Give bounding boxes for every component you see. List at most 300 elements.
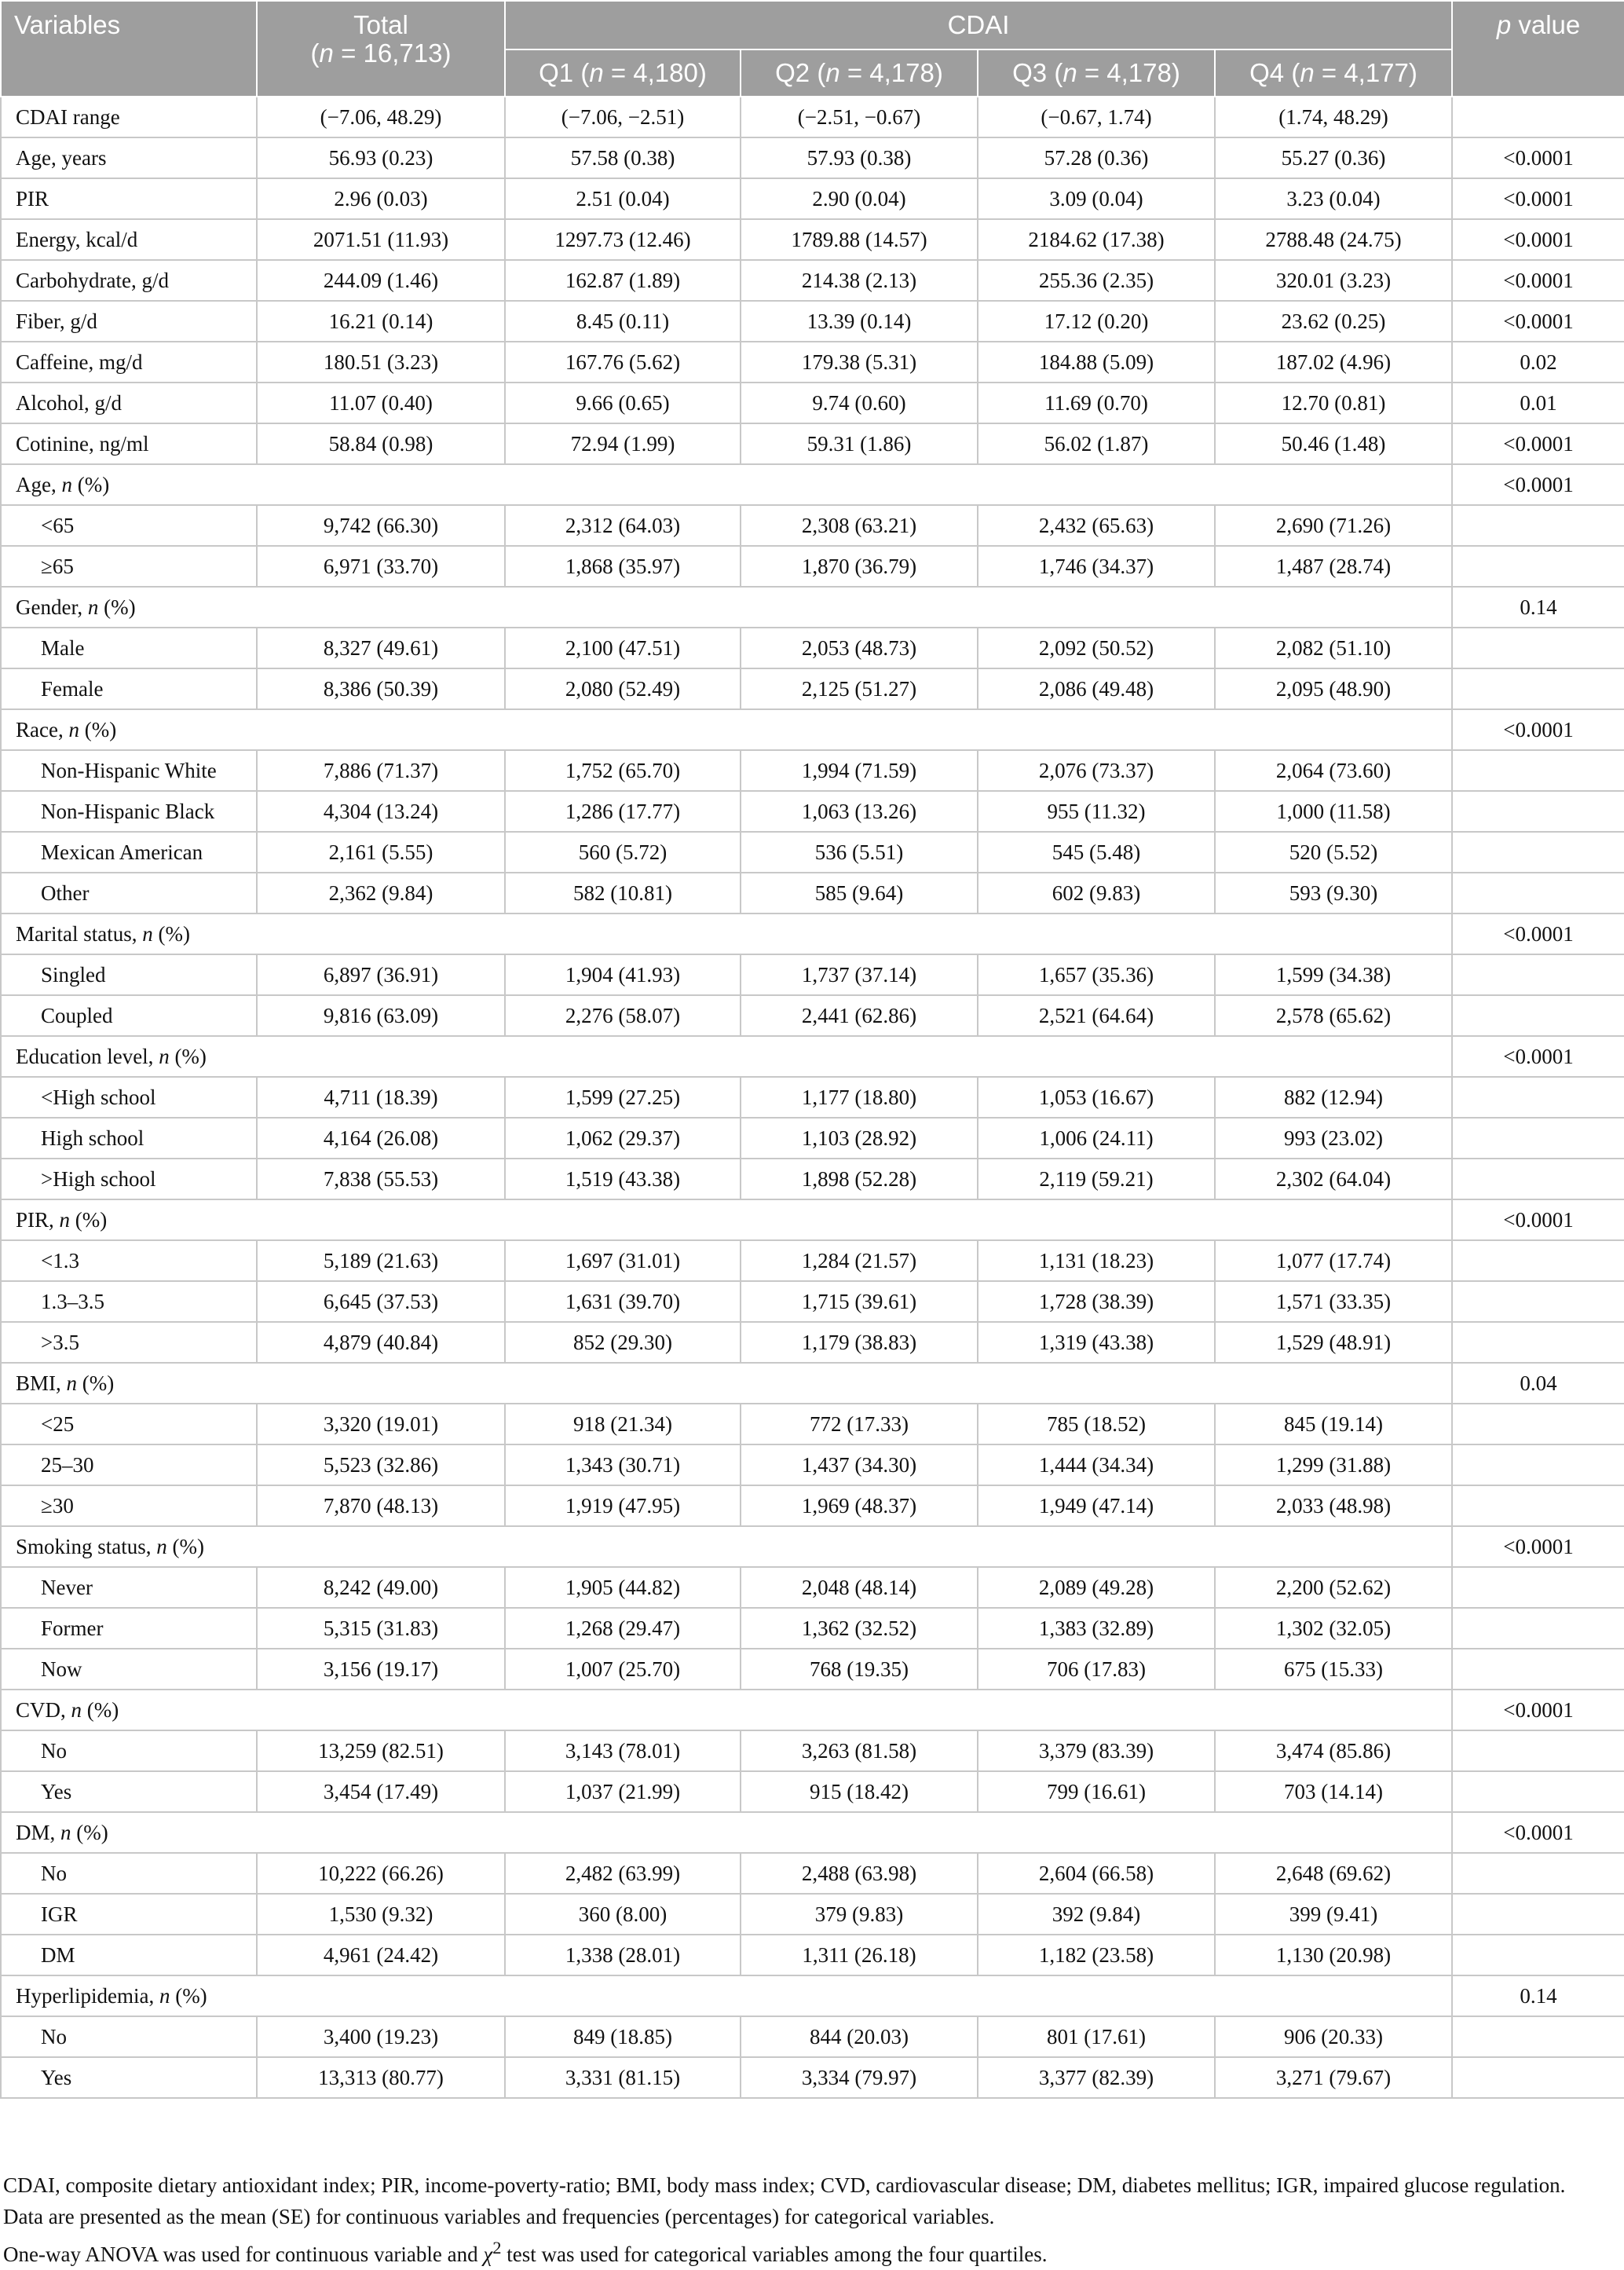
q1-cell: 1,599 (27.25) xyxy=(505,1077,741,1118)
header-p-italic: p xyxy=(1496,10,1512,39)
table-row xyxy=(1,1485,1624,1526)
group-label-text: PIR, xyxy=(16,1207,60,1232)
q3-cell: 2,432 (65.63) xyxy=(978,505,1215,546)
table-row xyxy=(1,1281,1624,1322)
q2-cell: 1,737 (37.14) xyxy=(741,954,978,995)
header-q-n: n xyxy=(825,58,840,87)
q3-cell: 955 (11.32) xyxy=(978,791,1215,832)
q1-cell: 72.94 (1.99) xyxy=(505,423,741,464)
q1-cell: 57.58 (0.38) xyxy=(505,137,741,178)
q4-cell: 2,064 (73.60) xyxy=(1215,750,1452,791)
table-row xyxy=(1,2057,1624,2098)
p-value-cell xyxy=(1452,1322,1624,1363)
q2-cell: 2,488 (63.98) xyxy=(741,1853,978,1894)
q3-cell: 17.12 (0.20) xyxy=(978,301,1215,342)
row-label: Never xyxy=(1,1567,257,1608)
q3-cell: 1,383 (32.89) xyxy=(978,1608,1215,1649)
total-cell: 2,362 (9.84) xyxy=(257,873,505,913)
total-cell: 16.21 (0.14) xyxy=(257,301,505,342)
q1-cell: 1,343 (30.71) xyxy=(505,1444,741,1485)
table-row xyxy=(1,1404,1624,1444)
total-cell: 8,386 (50.39) xyxy=(257,668,505,709)
total-cell: 2071.51 (11.93) xyxy=(257,219,505,260)
q4-cell: 23.62 (0.25) xyxy=(1215,301,1452,342)
header-q-value: = 4,177) xyxy=(1314,58,1417,87)
group-label xyxy=(1,709,1452,750)
q1-cell: 1297.73 (12.46) xyxy=(505,219,741,260)
row-label: Cotinine, ng/ml xyxy=(1,423,257,464)
header-q-value: = 4,180) xyxy=(603,58,707,87)
table-row xyxy=(1,791,1624,832)
total-cell: 8,327 (49.61) xyxy=(257,628,505,668)
group-row xyxy=(1,709,1624,750)
p-value-cell: <0.0001 xyxy=(1452,709,1624,750)
q2-cell: 59.31 (1.86) xyxy=(741,423,978,464)
q1-cell: 360 (8.00) xyxy=(505,1894,741,1935)
q3-cell: 57.28 (0.36) xyxy=(978,137,1215,178)
q3-cell: 706 (17.83) xyxy=(978,1649,1215,1690)
row-label: Non-Hispanic Black xyxy=(1,791,257,832)
group-row xyxy=(1,1526,1624,1567)
p-value-cell: <0.0001 xyxy=(1452,1036,1624,1077)
p-value-cell xyxy=(1452,1077,1624,1118)
q2-cell: 9.74 (0.60) xyxy=(741,383,978,423)
q4-cell: 2,648 (69.62) xyxy=(1215,1853,1452,1894)
table-row xyxy=(1,1567,1624,1608)
row-label: Age, years xyxy=(1,137,257,178)
total-cell: 3,156 (19.17) xyxy=(257,1649,505,1690)
q4-cell: 1,571 (33.35) xyxy=(1215,1281,1452,1322)
q4-cell: 2,302 (64.04) xyxy=(1215,1159,1452,1199)
table-row xyxy=(1,1894,1624,1935)
q2-cell: 2,441 (62.86) xyxy=(741,995,978,1036)
q4-cell: 320.01 (3.23) xyxy=(1215,260,1452,301)
q4-cell: 2788.48 (24.75) xyxy=(1215,219,1452,260)
total-cell: 7,838 (55.53) xyxy=(257,1159,505,1199)
group-label xyxy=(1,1199,1452,1240)
header-total-n-italic: n xyxy=(319,38,334,68)
p-value-cell xyxy=(1452,505,1624,546)
q2-cell: 844 (20.03) xyxy=(741,2016,978,2057)
table-row xyxy=(1,1730,1624,1771)
q1-cell: 852 (29.30) xyxy=(505,1322,741,1363)
group-label-text: Gender, xyxy=(16,595,88,619)
row-label: No xyxy=(1,2016,257,2057)
row-label: Mexican American xyxy=(1,832,257,873)
footnote-presentation: Data are presented as the mean (SE) for continuous variables and frequencies (percentages) for categorical variables. xyxy=(3,2205,995,2228)
row-label: <1.3 xyxy=(1,1240,257,1281)
q1-cell: 3,331 (81.15) xyxy=(505,2057,741,2098)
row-label: Caffeine, mg/d xyxy=(1,342,257,383)
table-row xyxy=(1,219,1624,260)
q4-cell: 1,599 (34.38) xyxy=(1215,954,1452,995)
group-row xyxy=(1,1812,1624,1853)
group-label-n: n xyxy=(87,595,99,619)
table-row xyxy=(1,995,1624,1036)
p-value-cell xyxy=(1452,546,1624,587)
q3-cell: 2,086 (49.48) xyxy=(978,668,1215,709)
header-cdai: CDAI xyxy=(505,1,1452,49)
row-label: Coupled xyxy=(1,995,257,1036)
q3-cell: (−0.67, 1.74) xyxy=(978,97,1215,137)
group-label xyxy=(1,1036,1452,1077)
q3-cell: 1,746 (34.37) xyxy=(978,546,1215,587)
table-row xyxy=(1,505,1624,546)
q2-cell: 1,898 (52.28) xyxy=(741,1159,978,1199)
table-row xyxy=(1,1159,1624,1199)
q1-cell: 162.87 (1.89) xyxy=(505,260,741,301)
q2-cell: 1,870 (36.79) xyxy=(741,546,978,587)
q3-cell: 255.36 (2.35) xyxy=(978,260,1215,301)
table-row xyxy=(1,2016,1624,2057)
header-total-n-value: = 16,713) xyxy=(333,38,452,68)
q1-cell: 1,752 (65.70) xyxy=(505,750,741,791)
q4-cell: 187.02 (4.96) xyxy=(1215,342,1452,383)
table-row xyxy=(1,178,1624,219)
q3-cell: 1,657 (35.36) xyxy=(978,954,1215,995)
p-value-cell: 0.02 xyxy=(1452,342,1624,383)
p-value-cell xyxy=(1452,97,1624,137)
q2-cell: 1,969 (48.37) xyxy=(741,1485,978,1526)
row-label: Non-Hispanic White xyxy=(1,750,257,791)
q1-cell: 1,286 (17.77) xyxy=(505,791,741,832)
q4-cell: 593 (9.30) xyxy=(1215,873,1452,913)
q3-cell: 392 (9.84) xyxy=(978,1894,1215,1935)
group-label-n: n xyxy=(68,717,79,741)
total-cell: (−7.06, 48.29) xyxy=(257,97,505,137)
q2-cell: 3,263 (81.58) xyxy=(741,1730,978,1771)
q1-cell: (−7.06, −2.51) xyxy=(505,97,741,137)
row-label: 1.3–3.5 xyxy=(1,1281,257,1322)
group-label-suffix: (%) xyxy=(71,1820,108,1844)
group-label-suffix: (%) xyxy=(71,472,110,496)
row-label: CDAI range xyxy=(1,97,257,137)
table-header xyxy=(1,1,1624,97)
total-cell: 2,161 (5.55) xyxy=(257,832,505,873)
row-label: Now xyxy=(1,1649,257,1690)
q1-cell: 1,697 (31.01) xyxy=(505,1240,741,1281)
p-value-cell xyxy=(1452,1608,1624,1649)
header-q-n: n xyxy=(1300,58,1315,87)
q4-cell: 993 (23.02) xyxy=(1215,1118,1452,1159)
q4-cell: 1,302 (32.05) xyxy=(1215,1608,1452,1649)
group-label xyxy=(1,1812,1452,1853)
p-value-cell: <0.0001 xyxy=(1452,178,1624,219)
q1-cell: 2,100 (47.51) xyxy=(505,628,741,668)
row-label: Other xyxy=(1,873,257,913)
group-label-text: CVD, xyxy=(16,1697,71,1722)
q2-cell: 214.38 (2.13) xyxy=(741,260,978,301)
q1-cell: 560 (5.72) xyxy=(505,832,741,873)
table-row xyxy=(1,628,1624,668)
group-row xyxy=(1,1690,1624,1730)
row-label: <25 xyxy=(1,1404,257,1444)
q3-cell: 1,319 (43.38) xyxy=(978,1322,1215,1363)
q4-cell: 3.23 (0.04) xyxy=(1215,178,1452,219)
group-label-suffix: (%) xyxy=(169,1044,207,1068)
table-body xyxy=(1,97,1624,2098)
q4-cell: 55.27 (0.36) xyxy=(1215,137,1452,178)
q2-cell: 2.90 (0.04) xyxy=(741,178,978,219)
total-cell: 3,320 (19.01) xyxy=(257,1404,505,1444)
group-label-n: n xyxy=(71,1697,82,1722)
q4-cell: 1,299 (31.88) xyxy=(1215,1444,1452,1485)
header-total-n: (n = 16,713) xyxy=(310,38,452,68)
group-label-suffix: (%) xyxy=(77,1371,115,1395)
group-label-text: Hyperlipidemia, xyxy=(16,1983,159,2008)
header-q1 xyxy=(505,49,741,97)
q1-cell: 9.66 (0.65) xyxy=(505,383,741,423)
row-label: No xyxy=(1,1853,257,1894)
q2-cell: 768 (19.35) xyxy=(741,1649,978,1690)
header-q4 xyxy=(1215,49,1452,97)
p-value-cell xyxy=(1452,1281,1624,1322)
total-cell: 4,879 (40.84) xyxy=(257,1322,505,1363)
q1-cell: 1,919 (47.95) xyxy=(505,1485,741,1526)
total-cell: 2.96 (0.03) xyxy=(257,178,505,219)
q1-cell: 1,519 (43.38) xyxy=(505,1159,741,1199)
header-q3 xyxy=(978,49,1215,97)
q2-cell: 1,362 (32.52) xyxy=(741,1608,978,1649)
table-row xyxy=(1,1077,1624,1118)
group-label-suffix: (%) xyxy=(166,1534,205,1558)
q1-cell: 582 (10.81) xyxy=(505,873,741,913)
p-value-cell: <0.0001 xyxy=(1452,219,1624,260)
table-row xyxy=(1,301,1624,342)
q3-cell: 1,053 (16.67) xyxy=(978,1077,1215,1118)
q2-cell: 1,179 (38.83) xyxy=(741,1322,978,1363)
p-value-cell xyxy=(1452,791,1624,832)
p-value-cell: <0.0001 xyxy=(1452,464,1624,505)
q2-cell: 536 (5.51) xyxy=(741,832,978,873)
total-cell: 13,259 (82.51) xyxy=(257,1730,505,1771)
q4-cell: 2,578 (65.62) xyxy=(1215,995,1452,1036)
q2-cell: 585 (9.64) xyxy=(741,873,978,913)
header-q-label: Q2 ( xyxy=(775,58,826,87)
total-cell: 5,523 (32.86) xyxy=(257,1444,505,1485)
q2-cell: 915 (18.42) xyxy=(741,1771,978,1812)
total-cell: 11.07 (0.40) xyxy=(257,383,505,423)
row-label: 25–30 xyxy=(1,1444,257,1485)
p-value-cell xyxy=(1452,2057,1624,2098)
header-q-n: n xyxy=(1063,58,1077,87)
q4-cell: 906 (20.33) xyxy=(1215,2016,1452,2057)
table-row xyxy=(1,342,1624,383)
group-label-text: Smoking status, xyxy=(16,1534,157,1558)
table-row xyxy=(1,423,1624,464)
row-label: DM xyxy=(1,1935,257,1975)
total-cell: 8,242 (49.00) xyxy=(257,1567,505,1608)
p-value-cell xyxy=(1452,1853,1624,1894)
total-cell: 58.84 (0.98) xyxy=(257,423,505,464)
header-variables: Variables xyxy=(1,1,257,97)
row-label: Yes xyxy=(1,2057,257,2098)
q4-cell: 1,000 (11.58) xyxy=(1215,791,1452,832)
table-row xyxy=(1,383,1624,423)
total-cell: 180.51 (3.23) xyxy=(257,342,505,383)
p-value-cell xyxy=(1452,1730,1624,1771)
q3-cell: 801 (17.61) xyxy=(978,2016,1215,2057)
group-label-suffix: (%) xyxy=(70,1207,108,1232)
total-cell: 7,870 (48.13) xyxy=(257,1485,505,1526)
q3-cell: 56.02 (1.87) xyxy=(978,423,1215,464)
table-row xyxy=(1,873,1624,913)
q1-cell: 3,143 (78.01) xyxy=(505,1730,741,1771)
footnote-methods-b: test was used for categorical variables among the four quartiles. xyxy=(501,2243,1048,2266)
q2-cell: 2,125 (51.27) xyxy=(741,668,978,709)
group-row xyxy=(1,1199,1624,1240)
group-label-text: Race, xyxy=(16,717,69,741)
table-footnotes xyxy=(0,2169,1621,2270)
row-label: Former xyxy=(1,1608,257,1649)
header-q2 xyxy=(741,49,978,97)
q2-cell: 772 (17.33) xyxy=(741,1404,978,1444)
q4-cell: 3,271 (79.67) xyxy=(1215,2057,1452,2098)
group-row xyxy=(1,464,1624,505)
footnote-methods xyxy=(3,2232,1621,2270)
p-value-cell: <0.0001 xyxy=(1452,301,1624,342)
q2-cell: 3,334 (79.97) xyxy=(741,2057,978,2098)
q3-cell: 3.09 (0.04) xyxy=(978,178,1215,219)
row-label: >3.5 xyxy=(1,1322,257,1363)
p-value-cell xyxy=(1452,1118,1624,1159)
group-label-n: n xyxy=(159,1983,170,2008)
q4-cell: 2,095 (48.90) xyxy=(1215,668,1452,709)
group-label-text: BMI, xyxy=(16,1371,67,1395)
q4-cell: 2,690 (71.26) xyxy=(1215,505,1452,546)
footnote-chi-superscript: 2 xyxy=(492,2238,502,2257)
header-q-value: = 4,178) xyxy=(1077,58,1180,87)
header-q-label: Q4 ( xyxy=(1249,58,1300,87)
q2-cell: 2,308 (63.21) xyxy=(741,505,978,546)
total-cell: 9,742 (66.30) xyxy=(257,505,505,546)
row-label: Female xyxy=(1,668,257,709)
q4-cell: 1,487 (28.74) xyxy=(1215,546,1452,587)
total-cell: 3,454 (17.49) xyxy=(257,1771,505,1812)
q1-cell: 918 (21.34) xyxy=(505,1404,741,1444)
p-value-cell: <0.0001 xyxy=(1452,913,1624,954)
q3-cell: 1,182 (23.58) xyxy=(978,1935,1215,1975)
p-value-cell: <0.0001 xyxy=(1452,1812,1624,1853)
q4-cell: (1.74, 48.29) xyxy=(1215,97,1452,137)
q3-cell: 2,521 (64.64) xyxy=(978,995,1215,1036)
header-p-value xyxy=(1452,1,1624,97)
p-value-cell: 0.01 xyxy=(1452,383,1624,423)
p-value-cell xyxy=(1452,750,1624,791)
group-row xyxy=(1,913,1624,954)
q2-cell: (−2.51, −0.67) xyxy=(741,97,978,137)
q3-cell: 1,131 (18.23) xyxy=(978,1240,1215,1281)
footnote-methods-a: One-way ANOVA was used for continuous variable and xyxy=(3,2243,484,2266)
q2-cell: 13.39 (0.14) xyxy=(741,301,978,342)
total-cell: 7,886 (71.37) xyxy=(257,750,505,791)
p-value-cell xyxy=(1452,1404,1624,1444)
table-row xyxy=(1,1649,1624,1690)
total-cell: 9,816 (63.09) xyxy=(257,995,505,1036)
q4-cell: 703 (14.14) xyxy=(1215,1771,1452,1812)
row-label: ≥30 xyxy=(1,1485,257,1526)
q2-cell: 1,994 (71.59) xyxy=(741,750,978,791)
q1-cell: 1,007 (25.70) xyxy=(505,1649,741,1690)
p-value-cell xyxy=(1452,832,1624,873)
row-label: >High school xyxy=(1,1159,257,1199)
q1-cell: 1,868 (35.97) xyxy=(505,546,741,587)
total-cell: 1,530 (9.32) xyxy=(257,1894,505,1935)
group-label-suffix: (%) xyxy=(79,717,117,741)
q4-cell: 845 (19.14) xyxy=(1215,1404,1452,1444)
q1-cell: 167.76 (5.62) xyxy=(505,342,741,383)
row-label: Fiber, g/d xyxy=(1,301,257,342)
table-row xyxy=(1,1608,1624,1649)
header-total xyxy=(257,1,505,97)
p-value-cell xyxy=(1452,628,1624,668)
q4-cell: 3,474 (85.86) xyxy=(1215,1730,1452,1771)
group-label xyxy=(1,1690,1452,1730)
group-label-text: Education level, xyxy=(16,1044,159,1068)
p-value-cell xyxy=(1452,668,1624,709)
total-cell: 5,315 (31.83) xyxy=(257,1608,505,1649)
total-cell: 56.93 (0.23) xyxy=(257,137,505,178)
q2-cell: 379 (9.83) xyxy=(741,1894,978,1935)
header-q-value: = 4,178) xyxy=(839,58,943,87)
header-q-n: n xyxy=(589,58,604,87)
group-label-n: n xyxy=(142,921,153,946)
q2-cell: 1,715 (39.61) xyxy=(741,1281,978,1322)
p-value-cell: <0.0001 xyxy=(1452,260,1624,301)
header-q-label: Q3 ( xyxy=(1012,58,1063,87)
table-row xyxy=(1,832,1624,873)
q3-cell: 1,949 (47.14) xyxy=(978,1485,1215,1526)
q4-cell: 399 (9.41) xyxy=(1215,1894,1452,1935)
group-label-text: Marital status, xyxy=(16,921,143,946)
group-label-n: n xyxy=(66,1371,78,1395)
q3-cell: 2,119 (59.21) xyxy=(978,1159,1215,1199)
total-cell: 6,897 (36.91) xyxy=(257,954,505,995)
q3-cell: 3,379 (83.39) xyxy=(978,1730,1215,1771)
q4-cell: 2,082 (51.10) xyxy=(1215,628,1452,668)
q2-cell: 1789.88 (14.57) xyxy=(741,219,978,260)
group-label-n: n xyxy=(61,472,72,496)
table-row xyxy=(1,260,1624,301)
p-value-cell xyxy=(1452,1240,1624,1281)
q4-cell: 520 (5.52) xyxy=(1215,832,1452,873)
table-row xyxy=(1,1118,1624,1159)
footnote-chi: χ xyxy=(483,2243,493,2266)
table-row xyxy=(1,1935,1624,1975)
p-value-cell xyxy=(1452,1485,1624,1526)
p-value-cell xyxy=(1452,1771,1624,1812)
group-label xyxy=(1,1975,1452,2016)
p-value-cell: <0.0001 xyxy=(1452,423,1624,464)
q4-cell: 2,200 (52.62) xyxy=(1215,1567,1452,1608)
header-q-label: Q1 ( xyxy=(539,58,590,87)
group-label-suffix: (%) xyxy=(170,1983,207,2008)
q2-cell: 1,063 (13.26) xyxy=(741,791,978,832)
q3-cell: 2,089 (49.28) xyxy=(978,1567,1215,1608)
total-cell: 10,222 (66.26) xyxy=(257,1853,505,1894)
total-cell: 13,313 (80.77) xyxy=(257,2057,505,2098)
q4-cell: 1,077 (17.74) xyxy=(1215,1240,1452,1281)
q1-cell: 2,482 (63.99) xyxy=(505,1853,741,1894)
q1-cell: 1,338 (28.01) xyxy=(505,1935,741,1975)
q3-cell: 1,444 (34.34) xyxy=(978,1444,1215,1485)
q1-cell: 1,062 (29.37) xyxy=(505,1118,741,1159)
p-value-cell xyxy=(1452,873,1624,913)
q1-cell: 2,080 (52.49) xyxy=(505,668,741,709)
q3-cell: 2,076 (73.37) xyxy=(978,750,1215,791)
row-label: Carbohydrate, g/d xyxy=(1,260,257,301)
row-label: No xyxy=(1,1730,257,1771)
